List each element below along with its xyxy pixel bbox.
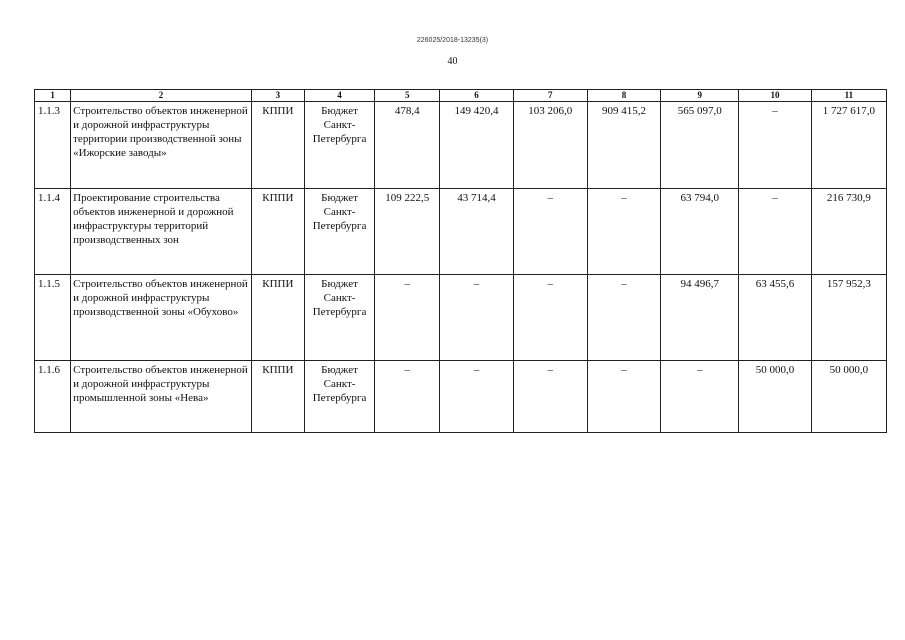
column-header: 4: [304, 90, 374, 102]
item-name: Строительство объектов инженерной и дорожной инфраструктуры промышленной зоны «Нева»: [71, 361, 252, 433]
value-cell: 565 097,0: [661, 102, 739, 189]
item-number: 1.1.5: [35, 275, 71, 361]
value-cell: 50 000,0: [739, 361, 811, 433]
total-cell: 50 000,0: [811, 361, 886, 433]
value-cell: 43 714,4: [440, 189, 513, 275]
table-row: [35, 275, 887, 361]
column-header: 9: [661, 90, 739, 102]
value-cell: 149 420,4: [440, 102, 513, 189]
value-cell: –: [739, 102, 811, 189]
column-header: 3: [251, 90, 304, 102]
item-name: Строительство объектов инженерной и дорожной инфраструктуры территории производственной зоны «Ижорские заводы»: [71, 102, 252, 189]
value-cell: 109 222,5: [375, 189, 440, 275]
value-cell: –: [440, 275, 513, 361]
value-cell: –: [739, 189, 811, 275]
value-cell: –: [587, 275, 660, 361]
item-funding-source: Бюджет Санкт-Петербурга: [304, 275, 374, 361]
column-header: 5: [375, 90, 440, 102]
page-number: 40: [447, 56, 458, 67]
document-id: 226025/2018-13235(3): [416, 37, 489, 44]
column-header: 1: [35, 90, 71, 102]
value-cell: –: [513, 361, 587, 433]
value-cell: –: [440, 361, 513, 433]
item-funding-source: Бюджет Санкт-Петербурга: [304, 361, 374, 433]
item-funding-source: Бюджет Санкт-Петербурга: [304, 189, 374, 275]
item-funding-source: Бюджет Санкт-Петербурга: [304, 102, 374, 189]
total-cell: 157 952,3: [811, 275, 886, 361]
item-name: Проектирование строительства объектов инженерной и дорожной инфраструктуры территорий производственных зон: [71, 189, 252, 275]
table-row: [35, 361, 887, 433]
table-row: [35, 189, 887, 275]
value-cell: 478,4: [375, 102, 440, 189]
value-cell: 63 794,0: [661, 189, 739, 275]
item-name: Строительство объектов инженерной и дорожной инфраструктуры производственной зоны «Обухово»: [71, 275, 252, 361]
item-executor: КППИ: [251, 361, 304, 433]
column-header: 7: [513, 90, 587, 102]
total-cell: 216 730,9: [811, 189, 886, 275]
column-header: 10: [739, 90, 811, 102]
table-header-row: [35, 90, 887, 102]
column-header: 6: [440, 90, 513, 102]
value-cell: –: [513, 275, 587, 361]
item-executor: КППИ: [251, 275, 304, 361]
item-number: 1.1.4: [35, 189, 71, 275]
value-cell: 103 206,0: [513, 102, 587, 189]
item-executor: КППИ: [251, 189, 304, 275]
value-cell: –: [375, 361, 440, 433]
column-header: 11: [811, 90, 886, 102]
table-row: [35, 102, 887, 189]
value-cell: –: [513, 189, 587, 275]
value-cell: 94 496,7: [661, 275, 739, 361]
item-number: 1.1.6: [35, 361, 71, 433]
program-table: [34, 89, 887, 433]
value-cell: –: [587, 189, 660, 275]
value-cell: –: [661, 361, 739, 433]
total-cell: 1 727 617,0: [811, 102, 886, 189]
column-header: 8: [587, 90, 660, 102]
item-number: 1.1.3: [35, 102, 71, 189]
value-cell: 909 415,2: [587, 102, 660, 189]
value-cell: –: [375, 275, 440, 361]
value-cell: 63 455,6: [739, 275, 811, 361]
value-cell: –: [587, 361, 660, 433]
item-executor: КППИ: [251, 102, 304, 189]
column-header: 2: [71, 90, 252, 102]
